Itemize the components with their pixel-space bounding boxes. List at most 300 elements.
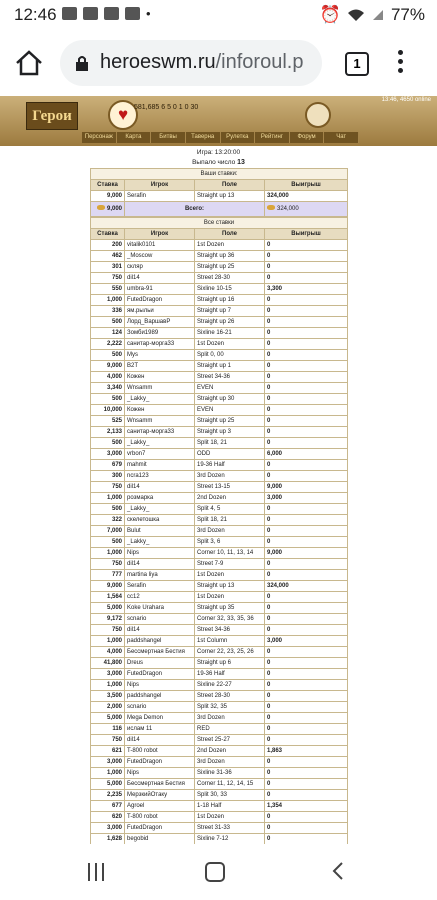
table-row <box>91 537 348 548</box>
table-row <box>91 262 348 273</box>
bet-field: Corner 32, 33, 35, 36 <box>195 614 265 625</box>
player-name[interactable]: Бессмертная Бестия <box>125 779 195 790</box>
bet-field: 2nd Dozen <box>195 746 265 757</box>
table-row <box>91 317 348 328</box>
player-name[interactable]: _Lakky_ <box>125 504 195 515</box>
column-header: Игрок <box>125 180 195 191</box>
player-name[interactable]: Bulut <box>125 526 195 537</box>
youtube-notification-icon <box>83 7 98 20</box>
player-name[interactable]: Mys <box>125 350 195 361</box>
table-row <box>91 427 348 438</box>
table-row <box>91 240 348 251</box>
bet-amount: 322 <box>91 515 125 526</box>
winnings: 0 <box>265 240 348 251</box>
bet-amount: 500 <box>91 350 125 361</box>
table-row <box>91 405 348 416</box>
bet-amount: 679 <box>91 460 125 471</box>
table-row <box>91 570 348 581</box>
my-bets-table <box>90 168 348 217</box>
table-row <box>91 515 348 526</box>
bet-amount: 500 <box>91 394 125 405</box>
table-row <box>91 548 348 559</box>
player-name[interactable]: Serafin <box>125 191 195 202</box>
table-row <box>91 372 348 383</box>
bet-field: Split 18, 21 <box>195 515 265 526</box>
winnings: 0 <box>265 592 348 603</box>
bet-amount: 5,000 <box>91 713 125 724</box>
total-row <box>91 202 348 217</box>
player-name[interactable]: T-800 robot <box>125 812 195 823</box>
winnings: 0 <box>265 526 348 537</box>
player-name[interactable]: dil14 <box>125 735 195 746</box>
player-name[interactable]: МерзкийОтаку <box>125 790 195 801</box>
player-name[interactable]: scnario <box>125 702 195 713</box>
player-name[interactable]: Кожен <box>125 372 195 383</box>
player-name[interactable]: Бессмертная Бестия <box>125 647 195 658</box>
player-name[interactable]: Serafin <box>125 581 195 592</box>
player-name[interactable]: dil14 <box>125 625 195 636</box>
player-name[interactable]: Зомби1989 <box>125 328 195 339</box>
bet-amount: 200 <box>91 240 125 251</box>
bet-amount: 500 <box>91 317 125 328</box>
bet-field: 3rd Dozen <box>195 757 265 768</box>
all-bets-table <box>90 217 348 889</box>
table-row <box>91 328 348 339</box>
table-row <box>91 493 348 504</box>
player-name[interactable]: ям.рыльи <box>125 306 195 317</box>
bet-amount: 525 <box>91 416 125 427</box>
game-header-banner <box>0 96 437 146</box>
table-row <box>91 823 348 834</box>
bet-amount: 1,628 <box>91 834 125 845</box>
player-name[interactable]: санитар-морга33 <box>125 427 195 438</box>
web-content <box>0 96 437 844</box>
table-row <box>91 284 348 295</box>
nav-item[interactable]: Рулетка <box>221 132 256 143</box>
winnings: 0 <box>265 295 348 306</box>
bet-amount: 9,000 <box>91 191 125 202</box>
bet-amount: 1,000 <box>91 295 125 306</box>
winnings: 0 <box>265 559 348 570</box>
bet-amount: 2,222 <box>91 339 125 350</box>
player-name[interactable]: Nips <box>125 680 195 691</box>
winnings: 0 <box>265 614 348 625</box>
player-name[interactable]: cc12 <box>125 592 195 603</box>
bet-amount: 9,000 <box>91 581 125 592</box>
table-row <box>91 669 348 680</box>
column-header: Ставка <box>91 229 125 240</box>
winnings: 0 <box>265 768 348 779</box>
table-header <box>91 229 348 240</box>
url-host: heroeswm.ru <box>100 51 216 73</box>
bet-field: 19-36 Half <box>195 460 265 471</box>
bet-amount: 10,000 <box>91 405 125 416</box>
bet-field: EVEN <box>195 405 265 416</box>
bet-amount: 116 <box>91 724 125 735</box>
table-row <box>91 295 348 306</box>
table-row <box>91 191 348 202</box>
player-name[interactable]: Wnsamm <box>125 383 195 394</box>
bet-amount: 301 <box>91 262 125 273</box>
bet-amount: 3,000 <box>91 669 125 680</box>
table-row <box>91 691 348 702</box>
bet-field: Corner 22, 23, 25, 26 <box>195 647 265 658</box>
winnings: 0 <box>265 702 348 713</box>
nav-item[interactable]: Карта <box>117 132 152 143</box>
game-title: Игра: 13:20:00 <box>196 149 241 156</box>
url-path: /inforoul.p <box>215 51 304 73</box>
bet-field: Straight up 30 <box>195 394 265 405</box>
winnings: 0 <box>265 713 348 724</box>
winnings: 0 <box>265 834 348 845</box>
table-row <box>91 482 348 493</box>
bet-field: 2nd Dozen <box>195 493 265 504</box>
winnings: 0 <box>265 251 348 262</box>
winning-number: 13 <box>237 159 245 166</box>
player-name[interactable]: санитар-морга33 <box>125 339 195 350</box>
more-notifications-icon: • <box>146 6 151 21</box>
bet-field: Straight up 13 <box>195 581 265 592</box>
total-bet: 9,000 <box>91 202 125 217</box>
table-row <box>91 449 348 460</box>
home-icon[interactable] <box>14 48 44 78</box>
table-row <box>91 801 348 812</box>
player-name[interactable]: umbra-91 <box>125 284 195 295</box>
bet-field: 1-18 Half <box>195 801 265 812</box>
winnings: 0 <box>265 350 348 361</box>
nav-item[interactable]: Битвы <box>151 132 186 143</box>
bet-amount: 750 <box>91 735 125 746</box>
winnings: 324,000 <box>265 581 348 592</box>
bet-field: 3rd Dozen <box>195 526 265 537</box>
bet-field: EVEN <box>195 383 265 394</box>
table-row <box>91 383 348 394</box>
nav-item[interactable]: Персонаж <box>82 132 117 143</box>
player-name[interactable]: _Moscow <box>125 251 195 262</box>
bet-field: Sixline 16-21 <box>195 328 265 339</box>
winnings: 0 <box>265 262 348 273</box>
winnings: 0 <box>265 427 348 438</box>
bet-field: Straight up 36 <box>195 251 265 262</box>
bet-amount: 7,000 <box>91 526 125 537</box>
bet-field: Sixline 7-12 <box>195 834 265 845</box>
back-button[interactable] <box>332 861 344 881</box>
nav-item[interactable]: Чат <box>324 132 359 143</box>
bet-field: Street 7-9 <box>195 559 265 570</box>
battery-percent: 77% <box>390 5 425 24</box>
bet-field: Split 3, 6 <box>195 537 265 548</box>
winnings: 0 <box>265 647 348 658</box>
tab-switcher-button[interactable]: 1 <box>345 52 369 76</box>
bet-field: Straight up 16 <box>195 295 265 306</box>
ring-icon[interactable] <box>305 102 331 128</box>
table-row <box>91 416 348 427</box>
winnings: 3,000 <box>265 636 348 647</box>
table-row <box>91 746 348 757</box>
bet-field: Split 4, 5 <box>195 504 265 515</box>
roulette-results <box>90 148 347 889</box>
bet-amount: 1,000 <box>91 768 125 779</box>
nav-item[interactable]: Форум <box>290 132 325 143</box>
table-row <box>91 768 348 779</box>
url-text <box>100 51 303 74</box>
recents-button[interactable] <box>88 863 106 881</box>
winnings: 0 <box>265 416 348 427</box>
bet-amount: 9,000 <box>91 361 125 372</box>
winning-number-line <box>90 158 347 168</box>
player-name[interactable]: paddshangel <box>125 636 195 647</box>
bet-field: Street 25-27 <box>195 735 265 746</box>
winnings: 0 <box>265 724 348 735</box>
gallery-notification-icon <box>62 7 77 20</box>
winnings: 0 <box>265 625 348 636</box>
bet-amount: 2,235 <box>91 790 125 801</box>
bet-field: 1st Dozen <box>195 592 265 603</box>
winnings: 6,000 <box>265 449 348 460</box>
online-counter: 13:46, 4650 online <box>381 97 431 103</box>
bet-amount: 1,564 <box>91 592 125 603</box>
table-row <box>91 559 348 570</box>
bet-field: Straight up 13 <box>195 191 265 202</box>
your-bets-caption: Ваши ставки: <box>91 169 348 180</box>
table-header <box>91 180 348 191</box>
bet-amount: 2,133 <box>91 427 125 438</box>
player-name[interactable]: _Lakky_ <box>125 394 195 405</box>
player-name[interactable]: scnario <box>125 614 195 625</box>
winnings: 0 <box>265 383 348 394</box>
table-row <box>91 680 348 691</box>
bet-amount: 1,000 <box>91 680 125 691</box>
alarm-icon: ⏰ <box>319 5 341 24</box>
nav-item[interactable]: Рейтинг <box>255 132 290 143</box>
winnings: 0 <box>265 735 348 746</box>
bet-field: Straight up 6 <box>195 658 265 669</box>
winnings: 1,863 <box>265 746 348 757</box>
table-row <box>91 394 348 405</box>
winnings: 3,000 <box>265 493 348 504</box>
table-row <box>91 658 348 669</box>
player-name[interactable]: Agroel <box>125 801 195 812</box>
signal-icon <box>371 8 385 22</box>
table-row <box>91 306 348 317</box>
player-name[interactable]: розмарка <box>125 493 195 504</box>
player-name[interactable]: FutedDragon <box>125 295 195 306</box>
winnings: 0 <box>265 669 348 680</box>
player-name[interactable]: vitalik0101 <box>125 240 195 251</box>
bet-field: Straight up 26 <box>195 317 265 328</box>
winnings: 0 <box>265 306 348 317</box>
player-name[interactable]: Dreus <box>125 658 195 669</box>
site-logo[interactable]: Герои <box>26 102 78 130</box>
wifi-icon <box>347 8 365 22</box>
bet-amount: 750 <box>91 482 125 493</box>
player-name[interactable]: Nips <box>125 548 195 559</box>
gold-coin-icon <box>97 205 105 210</box>
table-row <box>91 438 348 449</box>
player-name[interactable]: dil14 <box>125 273 195 284</box>
table-row <box>91 636 348 647</box>
player-name[interactable]: paddshangel <box>125 691 195 702</box>
player-name[interactable]: FutedDragon <box>125 757 195 768</box>
status-right <box>320 5 425 25</box>
main-nav <box>82 132 359 143</box>
bet-amount: 3,000 <box>91 449 125 460</box>
table-row <box>91 834 348 845</box>
bet-amount: 3,340 <box>91 383 125 394</box>
table-row <box>91 339 348 350</box>
table-row <box>91 713 348 724</box>
winnings: 0 <box>265 460 348 471</box>
table-row <box>91 812 348 823</box>
bet-field: Straight up 25 <box>195 262 265 273</box>
player-name[interactable]: Nips <box>125 768 195 779</box>
table-row <box>91 625 348 636</box>
player-name[interactable]: ислам 11 <box>125 724 195 735</box>
address-bar[interactable] <box>60 40 322 86</box>
bet-field: Sixline 22-27 <box>195 680 265 691</box>
player-name[interactable]: B2T <box>125 361 195 372</box>
player-name[interactable]: begobid <box>125 834 195 845</box>
winnings: 0 <box>265 537 348 548</box>
winning-label: Выпало число <box>192 159 236 166</box>
player-name[interactable]: скляр <box>125 262 195 273</box>
notification-icons <box>62 7 151 20</box>
bet-amount: 5,000 <box>91 603 125 614</box>
bet-field: Straight up 35 <box>195 603 265 614</box>
bet-field: Street 34-36 <box>195 372 265 383</box>
more-menu-icon[interactable] <box>398 50 404 77</box>
bet-field: Split 18, 21 <box>195 438 265 449</box>
bet-field: Straight up 25 <box>195 416 265 427</box>
bet-field: 1st Column <box>195 636 265 647</box>
winnings: 0 <box>265 515 348 526</box>
bet-amount: 677 <box>91 801 125 812</box>
winnings: 0 <box>265 691 348 702</box>
bet-amount: 750 <box>91 273 125 284</box>
table-row <box>91 273 348 284</box>
android-nav-bar <box>0 844 437 900</box>
total-label: Всего: <box>125 202 265 217</box>
bet-field: 1st Dozen <box>195 240 265 251</box>
winnings: 0 <box>265 372 348 383</box>
table-row <box>91 592 348 603</box>
bet-field: Corner 11, 12, 14, 15 <box>195 779 265 790</box>
player-name[interactable]: FutedDragon <box>125 823 195 834</box>
all-bets-caption: Все ставки <box>91 218 348 229</box>
player-name[interactable]: dil14 <box>125 559 195 570</box>
bet-field: RED <box>195 724 265 735</box>
player-name[interactable]: ncra123 <box>125 471 195 482</box>
home-button[interactable] <box>205 862 225 882</box>
health-heart-icon[interactable]: ♥ <box>108 100 138 130</box>
bet-amount: 5,000 <box>91 779 125 790</box>
winnings: 0 <box>265 570 348 581</box>
bet-amount: 621 <box>91 746 125 757</box>
winnings: 9,000 <box>265 548 348 559</box>
player-name[interactable]: Koke Urahara <box>125 603 195 614</box>
table-row <box>91 361 348 372</box>
player-name[interactable]: dil14 <box>125 482 195 493</box>
player-name[interactable]: _Lakky_ <box>125 438 195 449</box>
bet-amount: 500 <box>91 438 125 449</box>
winnings: 0 <box>265 405 348 416</box>
player-name[interactable]: mahmit <box>125 460 195 471</box>
status-time: 12:46 <box>14 5 57 24</box>
winnings: 9,000 <box>265 482 348 493</box>
winnings: 0 <box>265 438 348 449</box>
winnings: 0 <box>265 812 348 823</box>
bet-field: 1st Dozen <box>195 339 265 350</box>
bet-field: 3rd Dozen <box>195 713 265 724</box>
bet-amount: 1,000 <box>91 636 125 647</box>
winnings: 0 <box>265 658 348 669</box>
column-header: Поле <box>195 229 265 240</box>
bet-amount: 1,000 <box>91 548 125 559</box>
bet-amount: 750 <box>91 625 125 636</box>
bet-field: Straight up 3 <box>195 427 265 438</box>
table-row <box>91 251 348 262</box>
lock-icon <box>74 55 90 71</box>
player-name[interactable]: Кожен <box>125 405 195 416</box>
bet-field: Street 28-30 <box>195 273 265 284</box>
browser-toolbar <box>0 30 437 96</box>
winnings: 0 <box>265 317 348 328</box>
player-name[interactable]: _Lakky_ <box>125 537 195 548</box>
bet-amount: 9,172 <box>91 614 125 625</box>
winnings: 0 <box>265 361 348 372</box>
bet-amount: 620 <box>91 812 125 823</box>
column-header: Поле <box>195 180 265 191</box>
player-name[interactable]: Лорд_ВаршавР <box>125 317 195 328</box>
player-name[interactable]: T-800 robot <box>125 746 195 757</box>
player-name[interactable]: скелетошка <box>125 515 195 526</box>
bet-amount: 500 <box>91 537 125 548</box>
player-name[interactable]: Mega Demon <box>125 713 195 724</box>
winnings: 0 <box>265 603 348 614</box>
table-row <box>91 702 348 713</box>
bet-amount: 550 <box>91 284 125 295</box>
player-name[interactable]: Wnsamm <box>125 416 195 427</box>
bet-amount: 777 <box>91 570 125 581</box>
table-row <box>91 790 348 801</box>
bet-amount: 2,000 <box>91 702 125 713</box>
bet-amount: 124 <box>91 328 125 339</box>
winnings: 0 <box>265 779 348 790</box>
bet-amount: 3,000 <box>91 823 125 834</box>
table-row <box>91 504 348 515</box>
status-bar <box>0 0 437 30</box>
winnings: 0 <box>265 504 348 515</box>
bet-amount: 500 <box>91 504 125 515</box>
gallery-notification-icon <box>125 7 140 20</box>
player-name[interactable]: martina liya <box>125 570 195 581</box>
winnings: 3,300 <box>265 284 348 295</box>
bet-field: 1st Dozen <box>195 570 265 581</box>
player-name[interactable]: FutedDragon <box>125 669 195 680</box>
bet-amount: 462 <box>91 251 125 262</box>
bet-field: ODD <box>195 449 265 460</box>
player-name[interactable]: vrbon7 <box>125 449 195 460</box>
bet-amount: 1,000 <box>91 493 125 504</box>
bet-field: Straight up 1 <box>195 361 265 372</box>
table-row <box>91 526 348 537</box>
bet-field: Split 0, 00 <box>195 350 265 361</box>
column-header: Ставка <box>91 180 125 191</box>
bet-field: 3rd Dozen <box>195 471 265 482</box>
nav-item[interactable]: Таверна <box>186 132 221 143</box>
winnings: 0 <box>265 328 348 339</box>
winnings: 1,354 <box>265 801 348 812</box>
